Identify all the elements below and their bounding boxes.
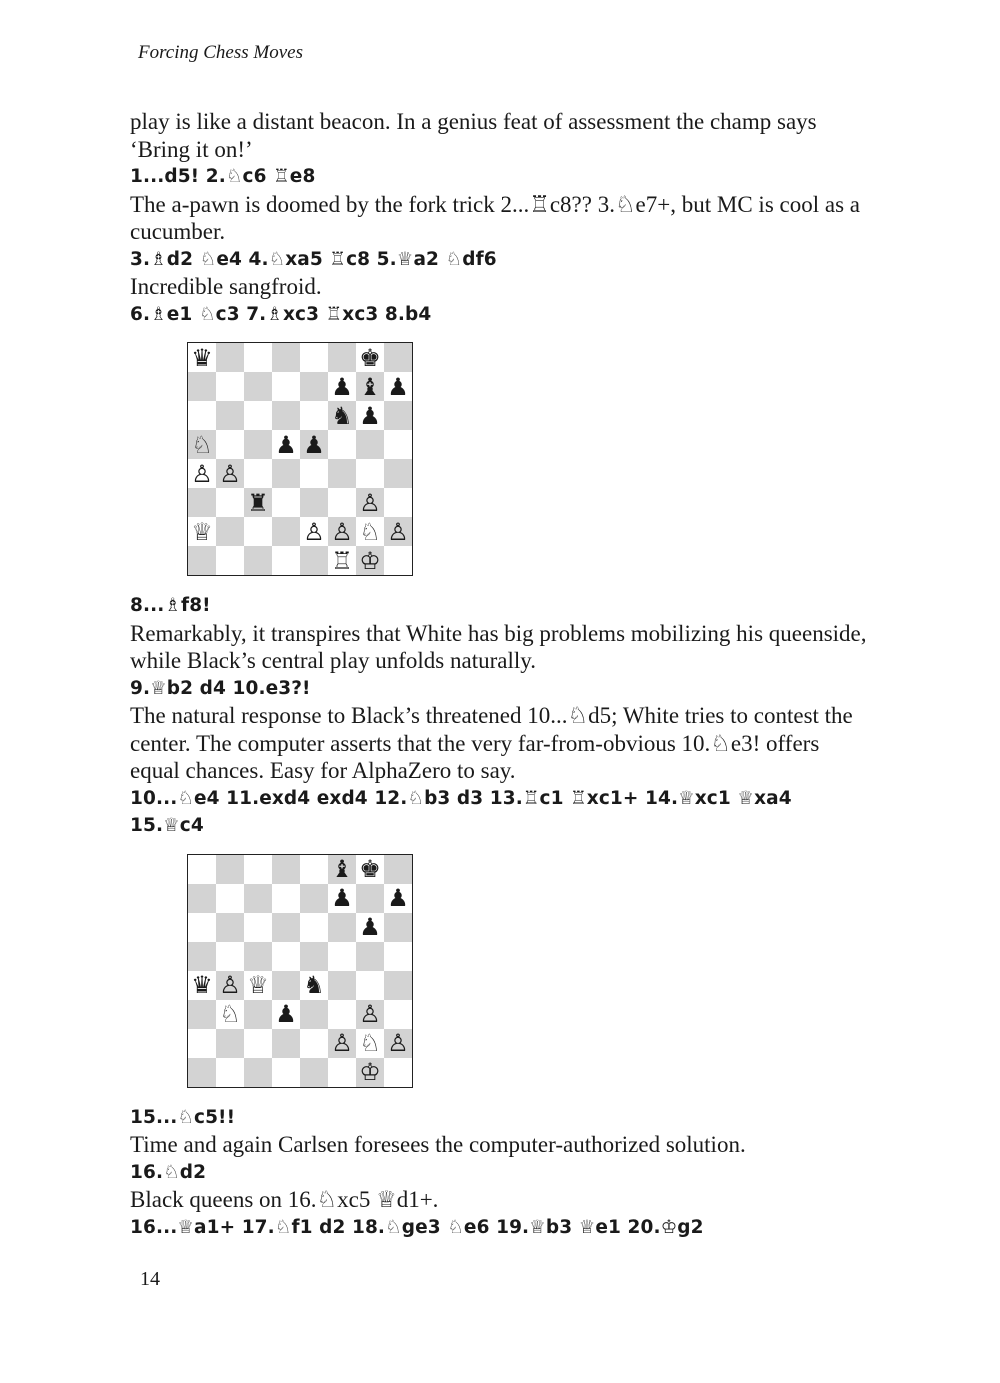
chess-piece-square: ♟ bbox=[272, 1000, 300, 1029]
body-paragraph: Incredible sangfroid. bbox=[130, 274, 322, 299]
board-square bbox=[188, 401, 216, 430]
board-square bbox=[216, 488, 244, 517]
move-notation: 16.♘d2 bbox=[130, 1161, 207, 1183]
chess-piece-square: ♙ bbox=[328, 517, 356, 546]
chess-piece-square: ♟ bbox=[328, 884, 356, 913]
chess-piece-square: ♚ bbox=[356, 855, 384, 884]
board-square bbox=[384, 343, 412, 372]
chess-board bbox=[187, 854, 413, 1088]
board-square bbox=[356, 884, 384, 913]
board-square bbox=[384, 1058, 412, 1087]
body-paragraph: The natural response to Black’s threatened 10...♘d5; White tries to contest the center. The computer asserts that the very far-from-obvious 10.♘e3! offers equal chances. Easy for AlphaZero to say. bbox=[130, 703, 853, 783]
board-square bbox=[188, 1029, 216, 1058]
board-square bbox=[356, 430, 384, 459]
board-square bbox=[328, 1000, 356, 1029]
board-square bbox=[384, 459, 412, 488]
chess-piece-square: ♘ bbox=[356, 517, 384, 546]
move-notation: 15...♘c5!! bbox=[130, 1106, 236, 1128]
board-square bbox=[384, 401, 412, 430]
board-square bbox=[244, 884, 272, 913]
chess-piece-square: ♛ bbox=[188, 971, 216, 1000]
board-square bbox=[216, 546, 244, 575]
chess-piece-square: ♟ bbox=[300, 430, 328, 459]
chess-piece-square: ♟ bbox=[328, 372, 356, 401]
board-square bbox=[272, 884, 300, 913]
board-square bbox=[188, 372, 216, 401]
move-notation: 16...♕a1+ 17.♘f1 d2 18.♘ge3 ♘e6 19.♕b3 ♕e1 20.♔g2 bbox=[130, 1216, 704, 1238]
board-square bbox=[216, 1058, 244, 1087]
board-square bbox=[188, 884, 216, 913]
board-square bbox=[300, 343, 328, 372]
board-square bbox=[244, 913, 272, 942]
board-square bbox=[244, 942, 272, 971]
board-square bbox=[272, 343, 300, 372]
board-square bbox=[328, 1058, 356, 1087]
board-square bbox=[216, 430, 244, 459]
board-square bbox=[384, 913, 412, 942]
board-square bbox=[244, 1058, 272, 1087]
board-square bbox=[356, 942, 384, 971]
chess-piece-square: ♜ bbox=[244, 488, 272, 517]
chess-piece-square: ♙ bbox=[384, 517, 412, 546]
board-square bbox=[272, 488, 300, 517]
board-square bbox=[384, 942, 412, 971]
move-notation: 10...♘e4 11.exd4 exd4 12.♘b3 d3 13.♖c1 ♖xc1+ 14.♕xc1 ♕xa4 15.♕c4 bbox=[130, 787, 792, 836]
chess-piece-square: ♘ bbox=[188, 430, 216, 459]
board-square bbox=[272, 372, 300, 401]
board-square bbox=[300, 1029, 328, 1058]
board-square bbox=[244, 372, 272, 401]
chess-piece-square: ♙ bbox=[300, 517, 328, 546]
board-square bbox=[272, 546, 300, 575]
board-square bbox=[216, 884, 244, 913]
board-square bbox=[244, 343, 272, 372]
chess-piece-square: ♘ bbox=[216, 1000, 244, 1029]
board-square bbox=[216, 942, 244, 971]
body-paragraph: The a-pawn is doomed by the fork trick 2...♖c8?? 3.♘e7+, but MC is cool as a cucumber. bbox=[130, 191, 860, 244]
board-square bbox=[244, 1000, 272, 1029]
chess-piece-square: ♛ bbox=[188, 343, 216, 372]
board-square bbox=[188, 855, 216, 884]
board-square bbox=[272, 517, 300, 546]
running-header: Forcing Chess Moves bbox=[138, 42, 303, 63]
board-square bbox=[300, 884, 328, 913]
board-square bbox=[188, 913, 216, 942]
chess-piece-square: ♞ bbox=[328, 401, 356, 430]
board-square bbox=[356, 459, 384, 488]
board-square bbox=[356, 971, 384, 1000]
chess-piece-square: ♝ bbox=[356, 372, 384, 401]
chess-piece-square: ♙ bbox=[384, 1029, 412, 1058]
move-notation: 1...d5! 2.♘c6 ♖e8 bbox=[130, 166, 316, 187]
board-square bbox=[188, 942, 216, 971]
board-square bbox=[216, 1029, 244, 1058]
board-square bbox=[216, 401, 244, 430]
chess-piece-square: ♔ bbox=[356, 546, 384, 575]
board-square bbox=[300, 372, 328, 401]
chess-piece-square: ♟ bbox=[384, 884, 412, 913]
chess-piece-square: ♙ bbox=[216, 459, 244, 488]
board-square bbox=[216, 855, 244, 884]
board-square bbox=[300, 488, 328, 517]
board-square bbox=[244, 430, 272, 459]
board-square bbox=[272, 1058, 300, 1087]
chess-piece-square: ♔ bbox=[356, 1058, 384, 1087]
chess-piece-square: ♖ bbox=[328, 546, 356, 575]
board-square bbox=[328, 942, 356, 971]
board-square bbox=[328, 430, 356, 459]
body-paragraph: Remarkably, it transpires that White has big problems mobilizing his queenside, while Black’s central play unfolds naturally. bbox=[130, 620, 867, 673]
board-square bbox=[244, 517, 272, 546]
chess-piece-square: ♙ bbox=[356, 488, 384, 517]
board-square bbox=[188, 1058, 216, 1087]
board-square bbox=[328, 488, 356, 517]
board-square bbox=[384, 546, 412, 575]
board-square bbox=[272, 401, 300, 430]
board-square bbox=[188, 546, 216, 575]
chess-piece-square: ♘ bbox=[356, 1029, 384, 1058]
chess-piece-square: ♟ bbox=[356, 913, 384, 942]
body-paragraph: play is like a distant beacon. In a genius feat of assessment the champ says ‘Bring it on!’ bbox=[130, 109, 817, 162]
board-square bbox=[216, 913, 244, 942]
move-notation: 9.♕b2 d4 10.e3?! bbox=[130, 677, 311, 699]
chess-piece-square: ♚ bbox=[356, 343, 384, 372]
page-number: 14 bbox=[140, 1268, 160, 1290]
board-square bbox=[300, 546, 328, 575]
board-square bbox=[300, 913, 328, 942]
chess-diagram bbox=[187, 854, 870, 1088]
board-square bbox=[244, 546, 272, 575]
board-square bbox=[384, 488, 412, 517]
board-square bbox=[244, 401, 272, 430]
move-notation: 3.♗d2 ♘e4 4.♘xa5 ♖c8 5.♕a2 ♘df6 bbox=[130, 248, 497, 270]
board-square bbox=[300, 942, 328, 971]
board-square bbox=[272, 971, 300, 1000]
board-square bbox=[384, 430, 412, 459]
chess-board bbox=[187, 342, 413, 576]
board-square bbox=[300, 855, 328, 884]
board-square bbox=[216, 372, 244, 401]
chess-piece-square: ♕ bbox=[244, 971, 272, 1000]
body-paragraph: Time and again Carlsen foresees the computer-authorized solution. bbox=[130, 1132, 746, 1157]
page-body bbox=[130, 108, 870, 1241]
board-square bbox=[272, 855, 300, 884]
board-square bbox=[244, 459, 272, 488]
chess-piece-square: ♝ bbox=[328, 855, 356, 884]
board-square bbox=[244, 855, 272, 884]
board-square bbox=[188, 1000, 216, 1029]
board-square bbox=[300, 1000, 328, 1029]
board-square bbox=[272, 913, 300, 942]
board-square bbox=[328, 913, 356, 942]
chess-piece-square: ♞ bbox=[300, 971, 328, 1000]
chess-piece-square: ♕ bbox=[188, 517, 216, 546]
board-square bbox=[216, 517, 244, 546]
board-square bbox=[244, 1029, 272, 1058]
chess-piece-square: ♟ bbox=[384, 372, 412, 401]
board-square bbox=[300, 401, 328, 430]
board-square bbox=[188, 488, 216, 517]
chess-piece-square: ♟ bbox=[356, 401, 384, 430]
chess-piece-square: ♙ bbox=[328, 1029, 356, 1058]
board-square bbox=[300, 459, 328, 488]
body-paragraph: Black queens on 16.♘xc5 ♕d1+. bbox=[130, 1187, 439, 1212]
chess-piece-square: ♙ bbox=[188, 459, 216, 488]
board-square bbox=[384, 1000, 412, 1029]
board-square bbox=[384, 855, 412, 884]
chess-diagram bbox=[187, 342, 870, 576]
chess-piece-square: ♙ bbox=[216, 971, 244, 1000]
board-square bbox=[300, 1058, 328, 1087]
chess-piece-square: ♙ bbox=[356, 1000, 384, 1029]
board-square bbox=[272, 942, 300, 971]
board-square bbox=[272, 1029, 300, 1058]
board-square bbox=[384, 971, 412, 1000]
board-square bbox=[328, 971, 356, 1000]
board-square bbox=[272, 459, 300, 488]
board-square bbox=[328, 343, 356, 372]
move-notation: 6.♗e1 ♘c3 7.♗xc3 ♖xc3 8.b4 bbox=[130, 303, 432, 325]
board-square bbox=[216, 343, 244, 372]
chess-piece-square: ♟ bbox=[272, 430, 300, 459]
board-square bbox=[328, 459, 356, 488]
move-notation: 8...♗f8! bbox=[130, 595, 211, 616]
